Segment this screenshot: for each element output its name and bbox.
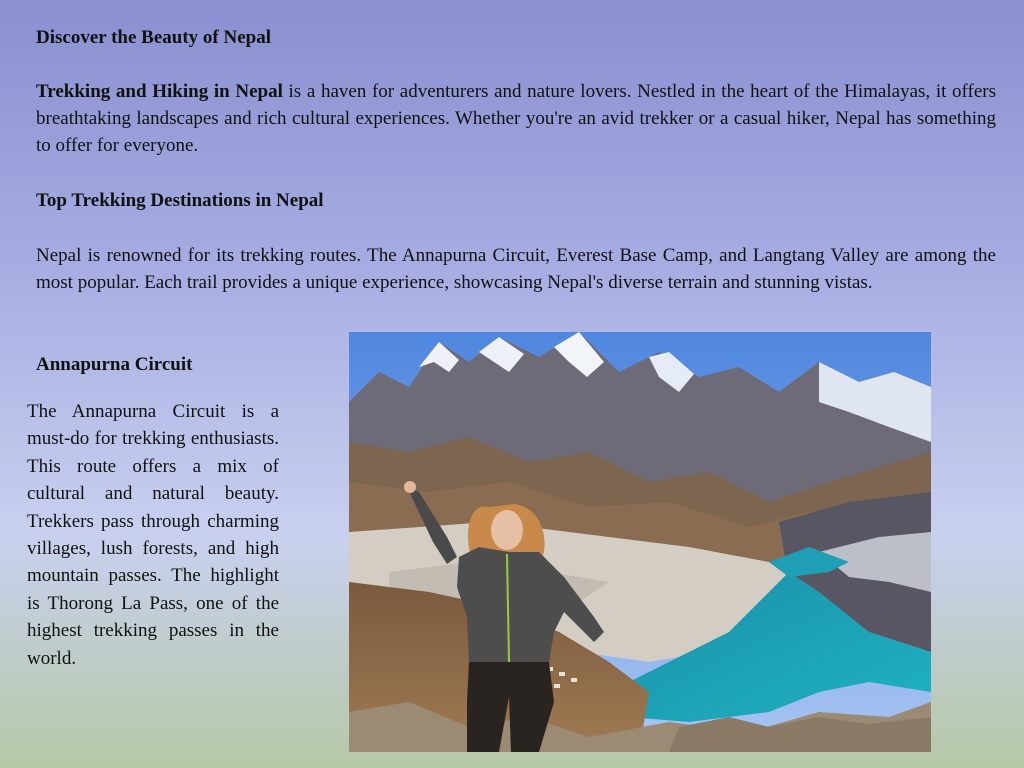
trekking-photo (349, 332, 931, 752)
page-title: Discover the Beauty of Nepal (36, 27, 272, 48)
section-body-annapurna: The Annapurna Circuit is a must-do for trekking enthusiasts. This route offers a mix of cultural and natural beauty. Trekkers pass through charming villages, lush forests, and high mountain passes. The highlight is Thorong La Pass, one of the highest trekking passes in the world. (27, 401, 279, 669)
intro-lead: Trekking and Hiking in Nepal (36, 81, 283, 102)
intro-paragraph (36, 78, 996, 159)
photo-illustration (349, 332, 931, 752)
intro-rest: is a haven for adventurers and nature lovers. Nestled in the heart of the Himalayas, it offers breathtaking landscapes and rich cultural experiences. Whether you're an avid trekker or a casual hiker, Nepal has something to offer for everyone. (36, 81, 996, 156)
section-heading-top-destinations: Top Trekking Destinations in Nepal (36, 190, 324, 211)
section-body-top-destinations: Nepal is renowned for its trekking routes. The Annapurna Circuit, Everest Base Camp, and Langtang Valley are among the most popular. Each trail provides a unique experience, showcasing Nepal's diverse terrain and stunning vistas. (36, 245, 996, 293)
section-heading-annapurna: Annapurna Circuit (36, 354, 193, 375)
